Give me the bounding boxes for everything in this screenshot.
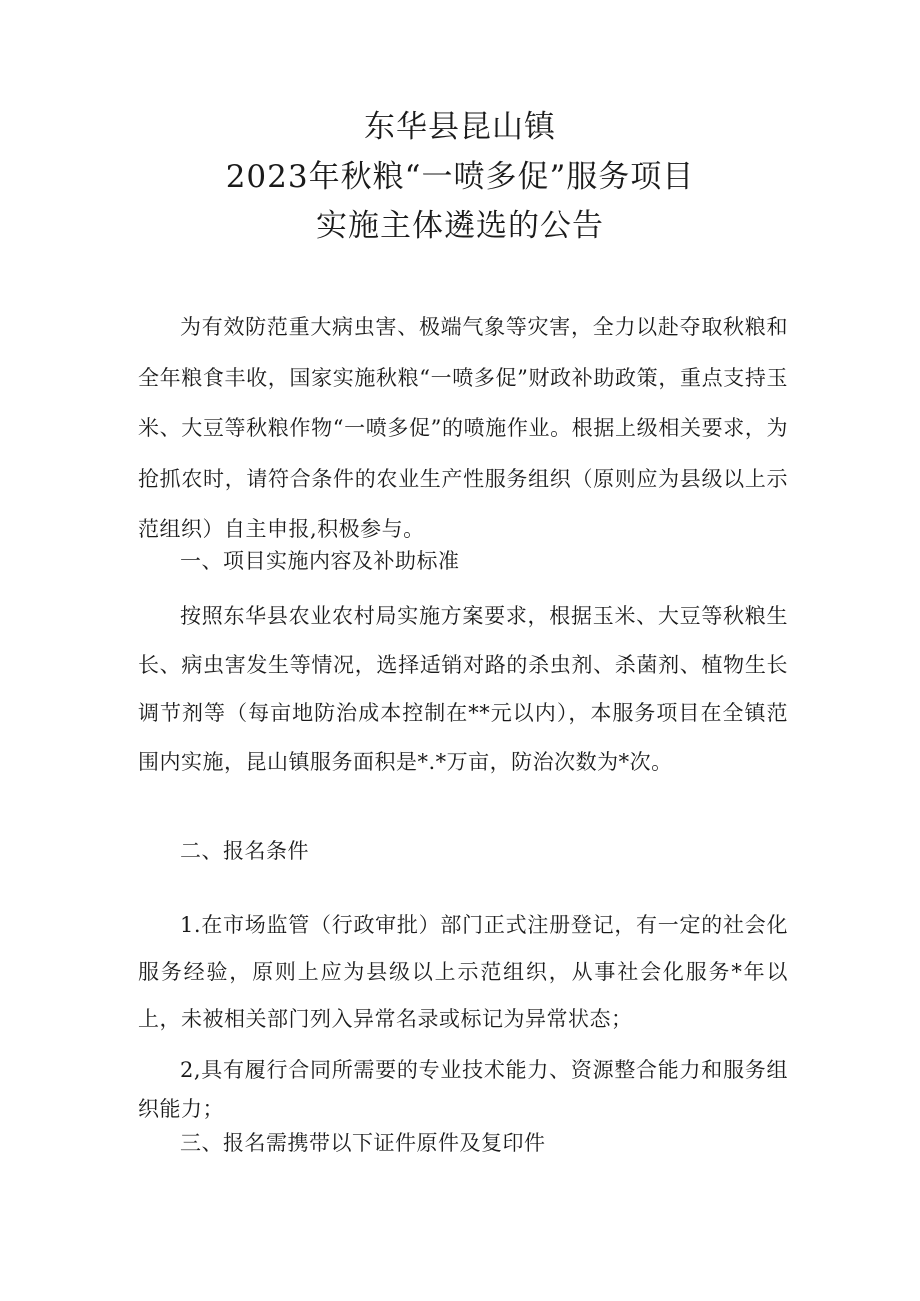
section-3-heading: 三、报名需携带以下证件原件及复印件 [180,1131,546,1155]
section-1-heading: 一、项目实施内容及补助标准 [180,549,460,573]
section-1-paragraph: 按照东华县农业农村局实施方案要求，根据玉米、大豆等秋粮生长、病虫害发生等情况，选择适销对路的杀虫剂、杀菌剂、植物生长调节剂等（每亩地防治成本控制在**元以内），本服务项目在全镇范围内实施，昆山镇服务面积是*.*万亩，防治次数为*次。 [138,604,788,774]
section-2-heading: 二、报名条件 [180,839,309,863]
title-line-1: 东华县昆山镇 [364,109,556,145]
title-line-3: 实施主体遴选的公告 [316,208,604,244]
condition-1: 1.在市场监管（行政审批）部门正式注册登记，有一定的社会化服务经验，原则上应为县级以上示范组织，从事社会化服务*年以上，未被相关部门列入异常名录或标记为异常状态； [138,913,788,1031]
title-line-2: 2023年秋粮“一喷多促”服务项目 [225,159,695,195]
condition-2: 2,具有履行合同所需要的专业技术能力、资源整合能力和服务组织能力； [138,1058,788,1121]
intro-paragraph: 为有效防范重大病虫害、极端气象等灾害，全力以赴夺取秋粮和全年粮食丰收，国家实施秋粮“一喷多促”财政补助政策，重点支持玉米、大豆等秋粮作物“一喷多促”的喷施作业。根据上级相关要求，为抢抓农时，请符合条件的农业生产性服务组织（原则应为县级以上示范组织）自主申报,积极参与。 [138,315,788,541]
